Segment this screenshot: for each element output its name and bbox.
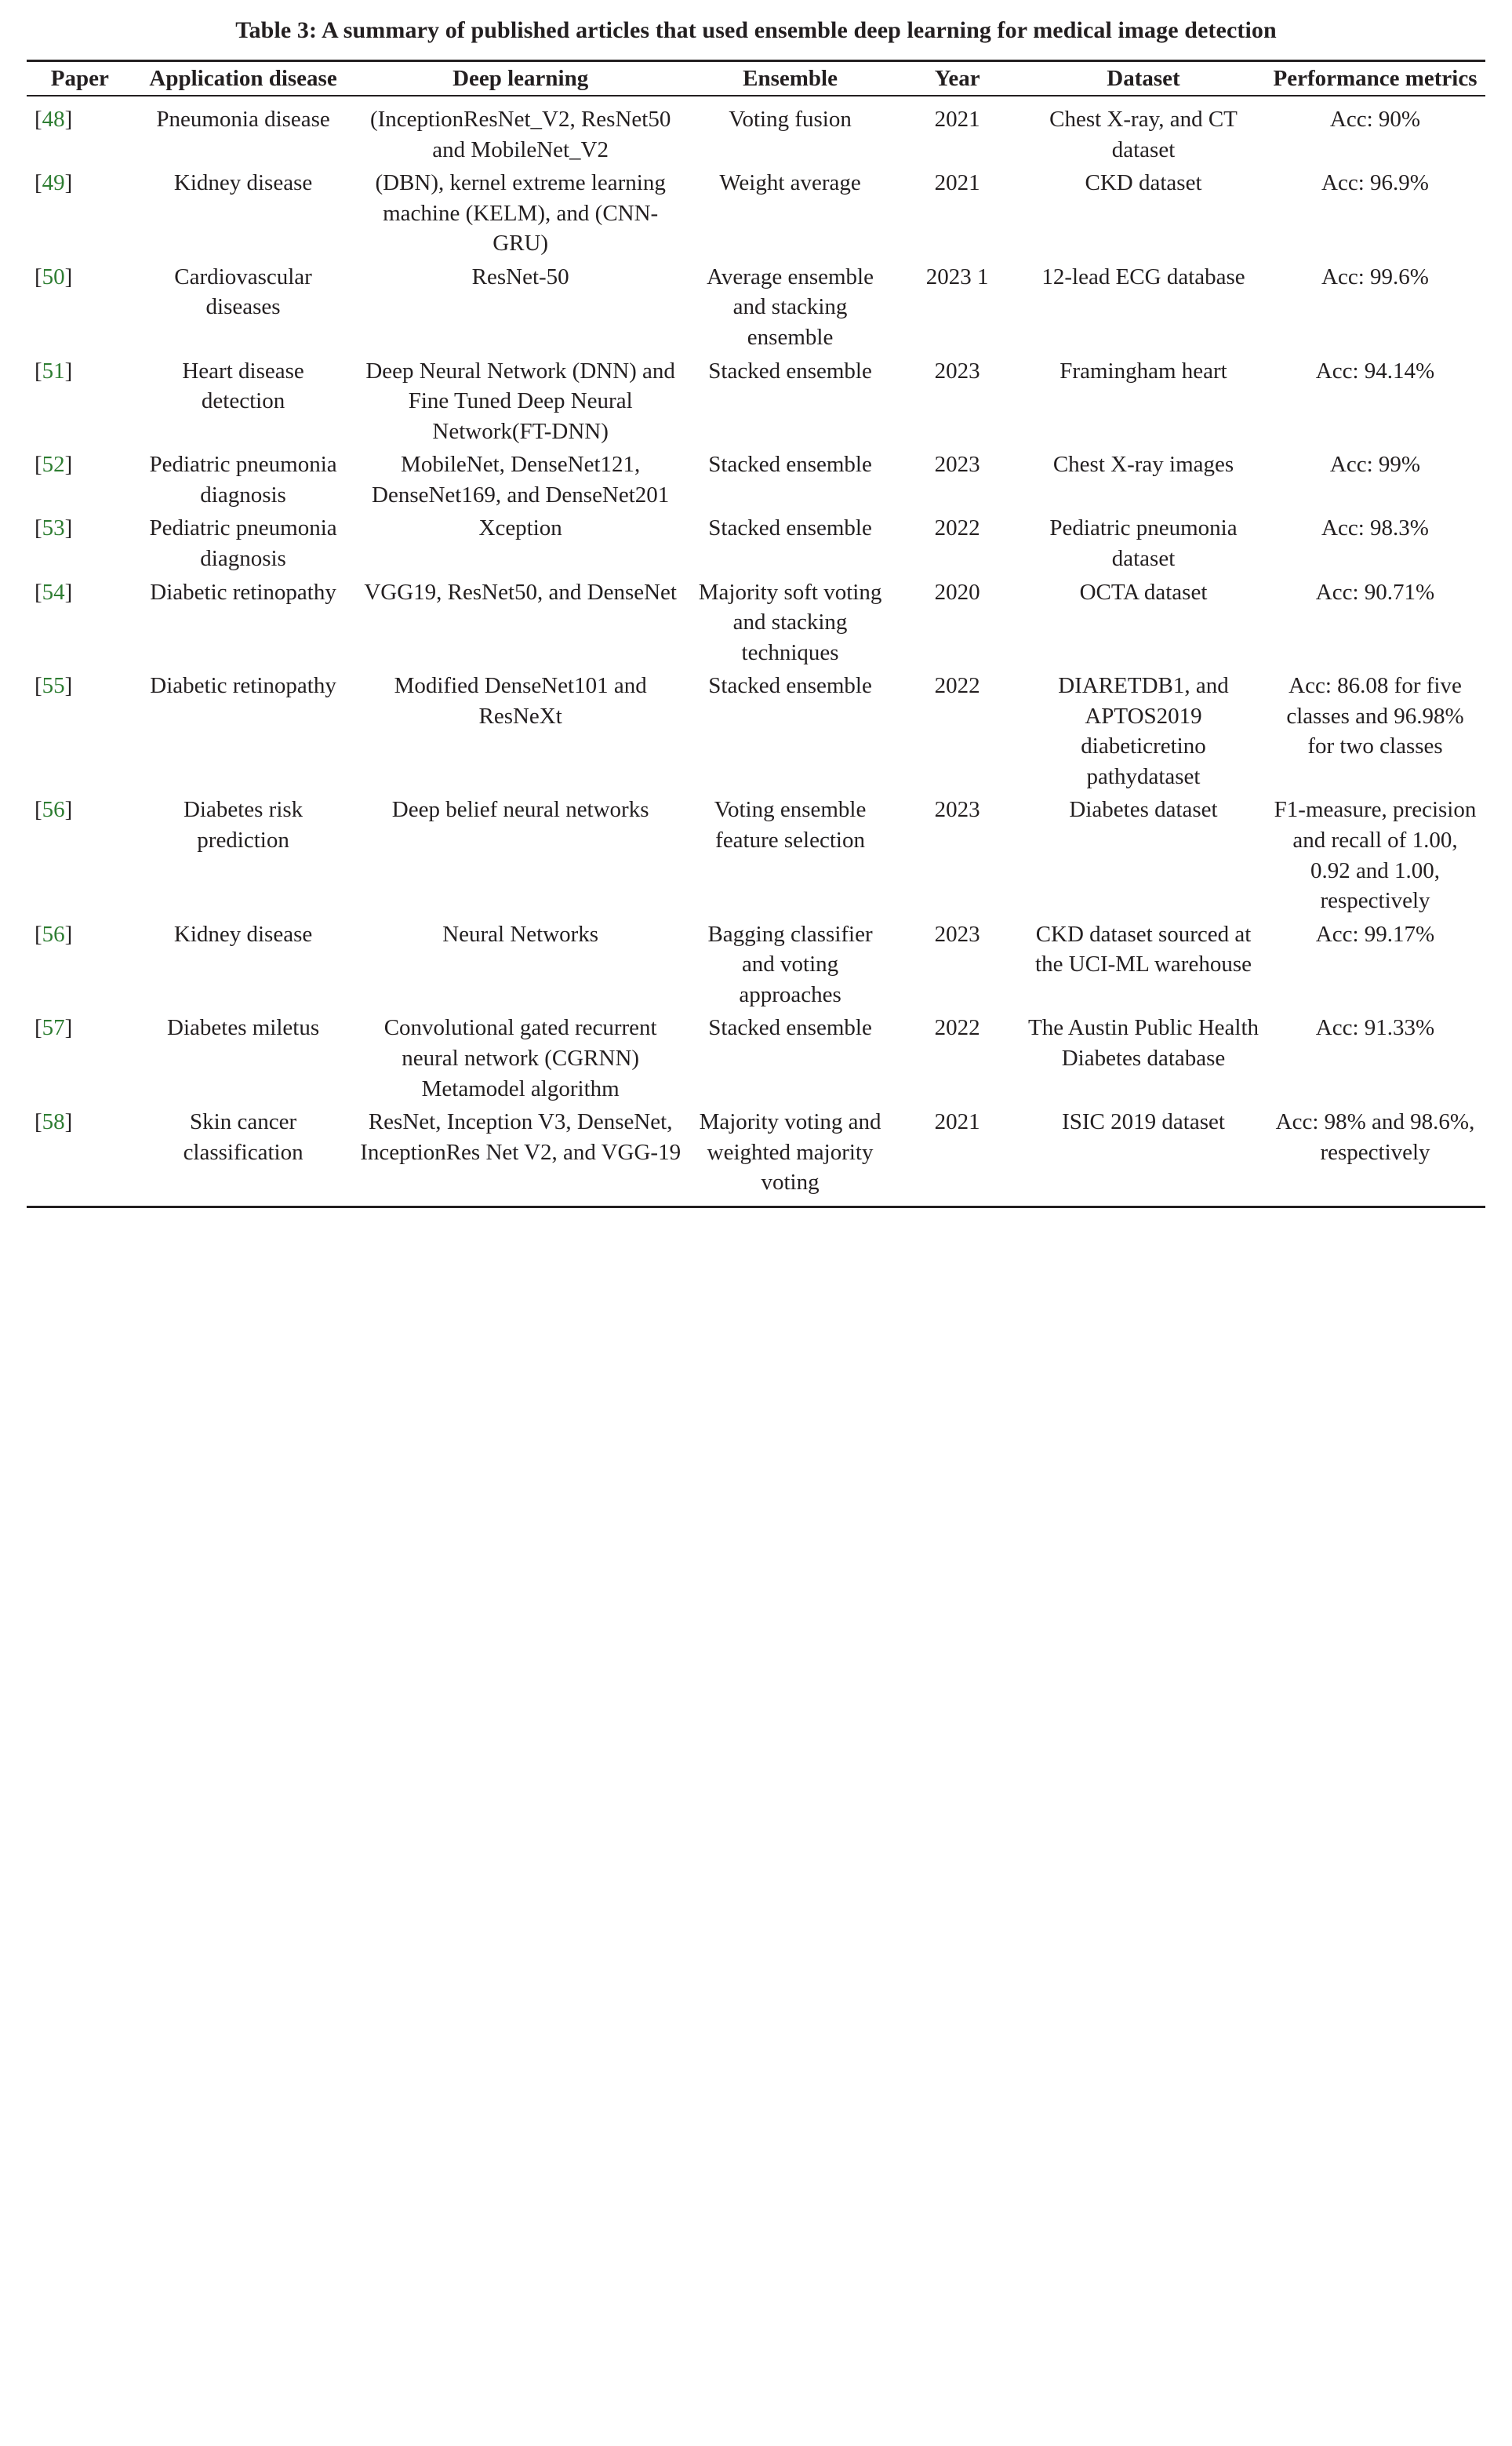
- citation-link[interactable]: [50]: [35, 264, 73, 289]
- table-row: [27, 96, 1485, 166]
- cell-year: 2022: [934, 673, 980, 699]
- citation-link[interactable]: [48]: [35, 107, 73, 133]
- citation-link[interactable]: [54]: [35, 579, 73, 605]
- cell-paper-reference[interactable]: [27, 448, 133, 511]
- cell-performance-metrics: Acc: 96.9%: [1321, 170, 1429, 196]
- column-header-paper: Paper: [50, 65, 109, 91]
- cell-deep-learning: Convolutional gated recurrent neural network (CGRNN) Metamodel algorithm: [383, 1015, 657, 1101]
- citation-link[interactable]: [51]: [35, 358, 73, 384]
- citation-link[interactable]: [58]: [35, 1109, 73, 1135]
- table-page: [0, 0, 1512, 1222]
- cell-dataset: The Austin Public Health Diabetes database: [1028, 1015, 1259, 1071]
- cell-year: 2021: [934, 1109, 980, 1135]
- cell-deep-learning: Neural Networks: [442, 921, 599, 947]
- cell-deep-learning: (InceptionResNet_V2, ResNet50 and MobileNet_V2: [369, 107, 671, 162]
- cell-dataset: Chest X-ray images: [1052, 452, 1234, 478]
- cell-performance-metrics: Acc: 99.6%: [1321, 264, 1429, 289]
- cell-dataset: DIARETDB1, and APTOS2019 diabeticretino pathydataset: [1058, 673, 1229, 789]
- cell-ensemble: Stacked ensemble: [708, 358, 872, 384]
- table-row: [27, 260, 1485, 355]
- cell-paper-reference[interactable]: [27, 355, 133, 449]
- cell-ensemble: Voting ensemble feature selection: [714, 797, 867, 853]
- cell-ensemble: Stacked ensemble: [708, 673, 872, 699]
- cell-deep-learning: MobileNet, DenseNet121, DenseNet169, and DenseNet201: [372, 452, 670, 508]
- citation-link[interactable]: [53]: [35, 515, 73, 541]
- cell-ensemble: Majority voting and weighted majority voting: [699, 1109, 881, 1196]
- cell-deep-learning: VGG19, ResNet50, and DenseNet: [364, 579, 677, 605]
- table-row: [27, 1011, 1485, 1105]
- cell-application-disease: Diabetic retinopathy: [150, 579, 336, 605]
- citation-link[interactable]: [56]: [35, 921, 73, 947]
- cell-year: 2022: [934, 515, 980, 541]
- cell-dataset: Chest X-ray, and CT dataset: [1049, 107, 1238, 162]
- cell-paper-reference[interactable]: [27, 166, 133, 260]
- table-row: [27, 669, 1485, 793]
- cell-application-disease: Cardiovascular diseases: [174, 264, 312, 320]
- table-caption: Table 3: A summary of published articles that used ensemble deep learning for medical image detection: [235, 17, 1277, 43]
- cell-deep-learning: Xception: [478, 515, 562, 541]
- citation-link[interactable]: [49]: [35, 170, 73, 196]
- cell-deep-learning: Modified DenseNet101 and ResNeXt: [394, 673, 647, 729]
- cell-year: 2023 1: [925, 264, 989, 289]
- cell-paper-reference[interactable]: [27, 260, 133, 355]
- column-header-dataset: Dataset: [1107, 65, 1180, 91]
- cell-performance-metrics: Acc: 90.71%: [1315, 579, 1435, 605]
- cell-application-disease: Pneumonia disease: [156, 107, 330, 133]
- cell-ensemble: Weight average: [719, 170, 861, 196]
- cell-year: 2022: [934, 1015, 980, 1041]
- cell-dataset: Pediatric pneumonia dataset: [1049, 515, 1238, 571]
- table-row: [27, 1105, 1485, 1207]
- table-row: [27, 576, 1485, 670]
- cell-dataset: OCTA dataset: [1079, 579, 1208, 605]
- cell-ensemble: Voting fusion: [729, 107, 852, 133]
- cell-year: 2023: [934, 921, 980, 947]
- cell-deep-learning: ResNet-50: [471, 264, 569, 289]
- cell-ensemble: Majority soft voting and stacking techniques: [698, 579, 882, 665]
- cell-performance-metrics: Acc: 94.14%: [1315, 358, 1435, 384]
- cell-paper-reference[interactable]: [27, 1105, 133, 1207]
- cell-deep-learning: Deep Neural Network (DNN) and Fine Tuned Deep Neural Network(FT-DNN): [365, 358, 675, 444]
- table-row: [27, 511, 1485, 575]
- cell-performance-metrics: Acc: 99.17%: [1315, 921, 1435, 947]
- cell-year: 2020: [934, 579, 980, 605]
- cell-ensemble: Average ensemble and stacking ensemble: [707, 264, 874, 350]
- cell-performance-metrics: F1-measure, precision and recall of 1.00, 0.92 and 1.00, respectively: [1274, 797, 1477, 914]
- cell-year: 2021: [934, 107, 980, 133]
- cell-deep-learning: (DBN), kernel extreme learning machine (KELM), and (CNN-GRU): [375, 170, 666, 257]
- cell-performance-metrics: Acc: 86.08 for five classes and 96.98% for two classes: [1286, 673, 1464, 759]
- header-row: [27, 60, 1485, 96]
- cell-performance-metrics: Acc: 98% and 98.6%, respectively: [1275, 1109, 1475, 1165]
- cell-ensemble: Stacked ensemble: [708, 452, 872, 478]
- cell-year: 2021: [934, 170, 980, 196]
- cell-paper-reference[interactable]: [27, 793, 133, 917]
- cell-paper-reference[interactable]: [27, 918, 133, 1012]
- cell-dataset: CKD dataset: [1085, 170, 1202, 196]
- cell-performance-metrics: Acc: 99%: [1329, 452, 1421, 478]
- citation-link[interactable]: [55]: [35, 673, 73, 699]
- table-row: [27, 448, 1485, 511]
- cell-performance-metrics: Acc: 91.33%: [1315, 1015, 1435, 1041]
- cell-dataset: 12-lead ECG database: [1041, 264, 1245, 289]
- column-header-deep-learning: Deep learning: [453, 65, 589, 91]
- cell-application-disease: Diabetic retinopathy: [150, 673, 336, 699]
- cell-paper-reference[interactable]: [27, 1011, 133, 1105]
- cell-paper-reference[interactable]: [27, 511, 133, 575]
- column-header-application-disease: Application disease: [149, 65, 337, 91]
- table-header: [27, 60, 1485, 96]
- cell-ensemble: Bagging classifier and voting approaches: [707, 921, 873, 1007]
- cell-paper-reference[interactable]: [27, 669, 133, 793]
- cell-application-disease: Skin cancer classification: [183, 1109, 303, 1165]
- citation-link[interactable]: [56]: [35, 797, 73, 823]
- cell-application-disease: Diabetes miletus: [167, 1015, 320, 1041]
- cell-dataset: CKD dataset sourced at the UCI-ML warehouse: [1035, 921, 1252, 977]
- table-row: [27, 918, 1485, 1012]
- cell-paper-reference[interactable]: [27, 96, 133, 166]
- cell-application-disease: Heart disease detection: [182, 358, 304, 414]
- cell-year: 2023: [934, 797, 980, 823]
- cell-application-disease: Kidney disease: [173, 170, 313, 196]
- cell-performance-metrics: Acc: 90%: [1329, 107, 1421, 133]
- cell-ensemble: Stacked ensemble: [708, 1015, 872, 1041]
- table-row: [27, 793, 1485, 917]
- table-row: [27, 355, 1485, 449]
- table-body: [27, 96, 1485, 1207]
- cell-performance-metrics: Acc: 98.3%: [1321, 515, 1429, 541]
- column-header-year: Year: [934, 65, 980, 91]
- cell-year: 2023: [934, 358, 980, 384]
- cell-application-disease: Kidney disease: [173, 921, 313, 947]
- table-row: [27, 166, 1485, 260]
- cell-dataset: Diabetes dataset: [1069, 797, 1218, 823]
- cell-application-disease: Pediatric pneumonia diagnosis: [149, 452, 337, 508]
- cell-paper-reference[interactable]: [27, 576, 133, 670]
- cell-ensemble: Stacked ensemble: [708, 515, 872, 541]
- cell-deep-learning: Deep belief neural networks: [391, 797, 649, 823]
- cell-year: 2023: [934, 452, 980, 478]
- citation-link[interactable]: [57]: [35, 1015, 73, 1041]
- column-header-performance-metrics: Performance metrics: [1273, 65, 1477, 91]
- cell-dataset: Framingham heart: [1059, 358, 1227, 384]
- cell-dataset: ISIC 2019 dataset: [1062, 1109, 1225, 1135]
- cell-application-disease: Pediatric pneumonia diagnosis: [149, 515, 337, 571]
- cell-application-disease: Diabetes risk prediction: [183, 797, 303, 853]
- column-header-ensemble: Ensemble: [743, 65, 838, 91]
- cell-deep-learning: ResNet, Inception V3, DenseNet, InceptionRes Net V2, and VGG-19: [360, 1109, 681, 1165]
- citation-link[interactable]: [52]: [35, 452, 73, 478]
- summary-table: [27, 60, 1485, 1208]
